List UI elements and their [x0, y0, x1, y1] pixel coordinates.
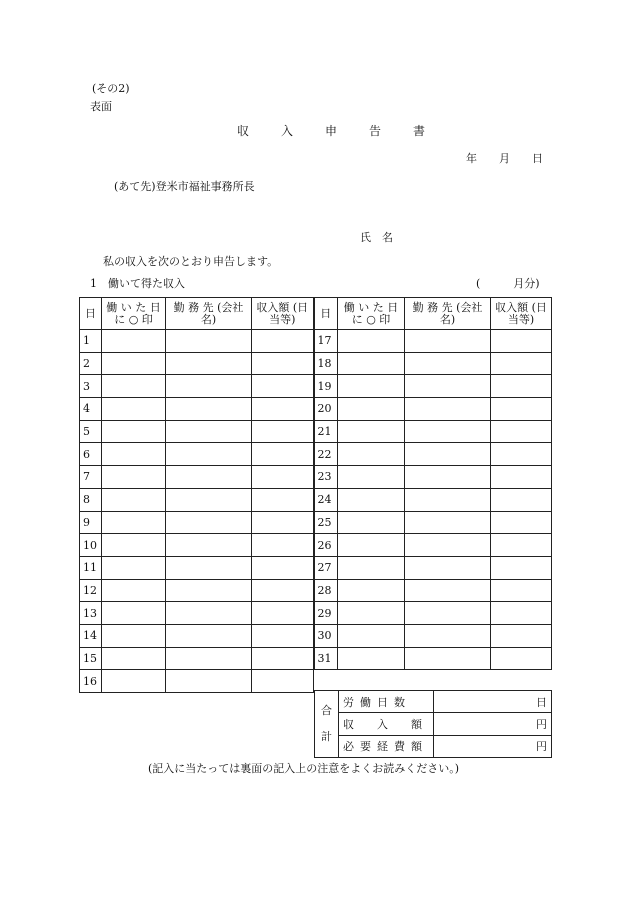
amount-cell[interactable] — [252, 352, 314, 375]
summary-item-label: 収 入 額 — [339, 713, 434, 735]
amount-cell[interactable] — [491, 352, 552, 375]
mark-cell[interactable] — [102, 556, 166, 579]
summary-item-label: 労働日数 — [339, 691, 434, 713]
place-cell[interactable] — [166, 466, 252, 489]
place-cell[interactable] — [166, 579, 252, 602]
amount-cell[interactable] — [491, 330, 552, 353]
day-cell: 22 — [314, 443, 338, 466]
table-row — [80, 556, 552, 579]
date-field: 年 月 日 — [466, 152, 543, 165]
day-cell: 4 — [80, 398, 102, 421]
summary-table — [314, 690, 552, 758]
mark-cell[interactable] — [338, 647, 405, 670]
day-cell: 30 — [314, 624, 338, 647]
mark-cell[interactable] — [102, 375, 166, 398]
place-cell[interactable] — [405, 352, 491, 375]
amount-cell[interactable] — [252, 670, 314, 693]
summary-input[interactable]: 日 — [434, 691, 552, 713]
day-cell: 2 — [80, 352, 102, 375]
amount-cell[interactable] — [491, 556, 552, 579]
addressee: (あて先)登米市福祉事務所長 — [114, 180, 255, 193]
place-cell[interactable] — [405, 511, 491, 534]
amount-cell[interactable] — [252, 466, 314, 489]
place-cell[interactable] — [405, 556, 491, 579]
place-cell[interactable] — [405, 579, 491, 602]
amount-cell[interactable] — [252, 420, 314, 443]
place-cell[interactable] — [166, 534, 252, 557]
col-mark: 働 い た 日 に ○ 印 — [102, 298, 166, 330]
place-cell[interactable] — [405, 624, 491, 647]
place-cell[interactable] — [166, 443, 252, 466]
day-cell: 8 — [80, 488, 102, 511]
day-cell: 11 — [80, 556, 102, 579]
mark-cell[interactable] — [338, 466, 405, 489]
table-row — [80, 443, 552, 466]
col-place: 勤 務 先 (会社名) — [166, 298, 252, 330]
mark-cell[interactable] — [338, 398, 405, 421]
day-cell: 29 — [314, 602, 338, 625]
col-amount: 収入額 (日当等) — [491, 298, 552, 330]
page-title: 収 入 申 告 書 — [237, 124, 436, 138]
amount-cell[interactable] — [252, 647, 314, 670]
day-cell: 18 — [314, 352, 338, 375]
period-field: ( 月分) — [476, 277, 540, 290]
amount-cell[interactable] — [252, 375, 314, 398]
place-cell[interactable] — [166, 420, 252, 443]
amount-cell[interactable] — [252, 443, 314, 466]
col-amount: 収入額 (日当等) — [252, 298, 314, 330]
amount-cell[interactable] — [252, 330, 314, 353]
section-heading: 1 働いて得た収入 — [90, 277, 185, 290]
day-cell: 24 — [314, 488, 338, 511]
amount-cell[interactable] — [491, 647, 552, 670]
table-row — [80, 579, 552, 602]
mark-cell[interactable] — [338, 488, 405, 511]
mark-cell[interactable] — [338, 602, 405, 625]
col-place: 勤 務 先 (会社名) — [405, 298, 491, 330]
amount-cell[interactable] — [491, 398, 552, 421]
summary-row — [315, 735, 552, 757]
day-cell: 1 — [80, 330, 102, 353]
mark-cell[interactable] — [102, 398, 166, 421]
amount-cell[interactable] — [491, 488, 552, 511]
mark-cell[interactable] — [102, 511, 166, 534]
col-day: 日 — [314, 298, 338, 330]
table-row — [80, 647, 552, 670]
mark-cell[interactable] — [338, 375, 405, 398]
amount-cell[interactable] — [252, 556, 314, 579]
amount-cell[interactable] — [491, 375, 552, 398]
name-label: 氏 名 — [360, 231, 393, 244]
footnote: (記入に当たっては裏面の記入上の注意をよくお読みください。) — [148, 762, 460, 775]
mark-cell[interactable] — [102, 670, 166, 693]
mark-cell[interactable] — [338, 352, 405, 375]
col-day: 日 — [80, 298, 102, 330]
mark-cell[interactable] — [102, 420, 166, 443]
mark-cell[interactable] — [338, 330, 405, 353]
mark-cell[interactable] — [338, 534, 405, 557]
mark-cell[interactable] — [102, 602, 166, 625]
summary-item-label: 必要経費額 — [339, 735, 434, 757]
mark-cell[interactable] — [338, 556, 405, 579]
table-row — [80, 511, 552, 534]
day-cell: 14 — [80, 624, 102, 647]
col-mark: 働 い た 日 に ○ 印 — [338, 298, 405, 330]
income-table — [79, 297, 552, 693]
place-cell[interactable] — [405, 647, 491, 670]
day-cell: 15 — [80, 647, 102, 670]
day-cell: 13 — [80, 602, 102, 625]
day-cell: 17 — [314, 330, 338, 353]
table-row — [80, 375, 552, 398]
amount-cell[interactable] — [491, 443, 552, 466]
day-cell: 23 — [314, 466, 338, 489]
amount-cell[interactable] — [252, 579, 314, 602]
place-cell[interactable] — [405, 420, 491, 443]
amount-cell[interactable] — [252, 534, 314, 557]
place-cell[interactable] — [405, 534, 491, 557]
amount-cell[interactable] — [491, 624, 552, 647]
side-label: 表面 — [90, 100, 112, 113]
place-cell[interactable] — [166, 556, 252, 579]
day-cell: 7 — [80, 466, 102, 489]
table-row — [80, 420, 552, 443]
mark-cell[interactable] — [338, 420, 405, 443]
place-cell[interactable] — [405, 398, 491, 421]
mark-cell[interactable] — [338, 624, 405, 647]
amount-cell[interactable] — [491, 511, 552, 534]
mark-cell[interactable] — [102, 488, 166, 511]
amount-cell[interactable] — [252, 624, 314, 647]
mark-cell[interactable] — [102, 647, 166, 670]
day-cell: 20 — [314, 398, 338, 421]
place-cell[interactable] — [166, 375, 252, 398]
table-row — [80, 398, 552, 421]
table-row — [80, 624, 552, 647]
amount-cell[interactable] — [252, 511, 314, 534]
day-cell: 6 — [80, 443, 102, 466]
table-row — [80, 488, 552, 511]
amount-cell[interactable] — [491, 534, 552, 557]
place-cell[interactable] — [166, 624, 252, 647]
summary-row — [315, 691, 552, 713]
table-row — [80, 352, 552, 375]
table-row — [80, 330, 552, 353]
amount-cell[interactable] — [491, 579, 552, 602]
place-cell[interactable] — [166, 352, 252, 375]
amount-cell[interactable] — [252, 602, 314, 625]
place-cell[interactable] — [405, 488, 491, 511]
place-cell[interactable] — [405, 466, 491, 489]
place-cell[interactable] — [166, 602, 252, 625]
day-cell: 28 — [314, 579, 338, 602]
table-row — [80, 534, 552, 557]
day-cell: 27 — [314, 556, 338, 579]
amount-cell[interactable] — [491, 466, 552, 489]
place-cell[interactable] — [166, 670, 252, 693]
summary-input[interactable]: 円 — [434, 713, 552, 735]
place-cell[interactable] — [405, 443, 491, 466]
summary-input[interactable]: 円 — [434, 735, 552, 757]
day-cell: 31 — [314, 647, 338, 670]
mark-cell[interactable] — [102, 624, 166, 647]
summary-label: 合 計 — [315, 691, 339, 758]
table-row — [80, 602, 552, 625]
amount-cell[interactable] — [252, 488, 314, 511]
summary-row — [315, 713, 552, 735]
place-cell[interactable] — [405, 375, 491, 398]
mark-cell[interactable] — [102, 443, 166, 466]
day-cell: 9 — [80, 511, 102, 534]
mark-cell[interactable] — [338, 511, 405, 534]
day-cell: 5 — [80, 420, 102, 443]
table-header-row — [80, 298, 552, 330]
day-cell: 21 — [314, 420, 338, 443]
day-cell: 25 — [314, 511, 338, 534]
mark-cell[interactable] — [102, 534, 166, 557]
place-cell[interactable] — [166, 398, 252, 421]
place-cell[interactable] — [166, 330, 252, 353]
form-number: (その2) — [92, 82, 130, 95]
mark-cell[interactable] — [102, 352, 166, 375]
mark-cell[interactable] — [338, 579, 405, 602]
place-cell[interactable] — [166, 488, 252, 511]
amount-cell[interactable] — [491, 420, 552, 443]
place-cell[interactable] — [405, 330, 491, 353]
place-cell[interactable] — [166, 647, 252, 670]
statement: 私の収入を次のとおり申告します。 — [103, 255, 279, 268]
day-cell: 19 — [314, 375, 338, 398]
table-row — [80, 466, 552, 489]
amount-cell[interactable] — [491, 602, 552, 625]
place-cell[interactable] — [405, 602, 491, 625]
day-cell: 26 — [314, 534, 338, 557]
day-cell: 12 — [80, 579, 102, 602]
mark-cell[interactable] — [102, 330, 166, 353]
mark-cell[interactable] — [102, 579, 166, 602]
day-cell: 10 — [80, 534, 102, 557]
mark-cell[interactable] — [102, 466, 166, 489]
day-cell: 16 — [80, 670, 102, 693]
mark-cell[interactable] — [338, 443, 405, 466]
day-cell: 3 — [80, 375, 102, 398]
place-cell[interactable] — [166, 511, 252, 534]
amount-cell[interactable] — [252, 398, 314, 421]
